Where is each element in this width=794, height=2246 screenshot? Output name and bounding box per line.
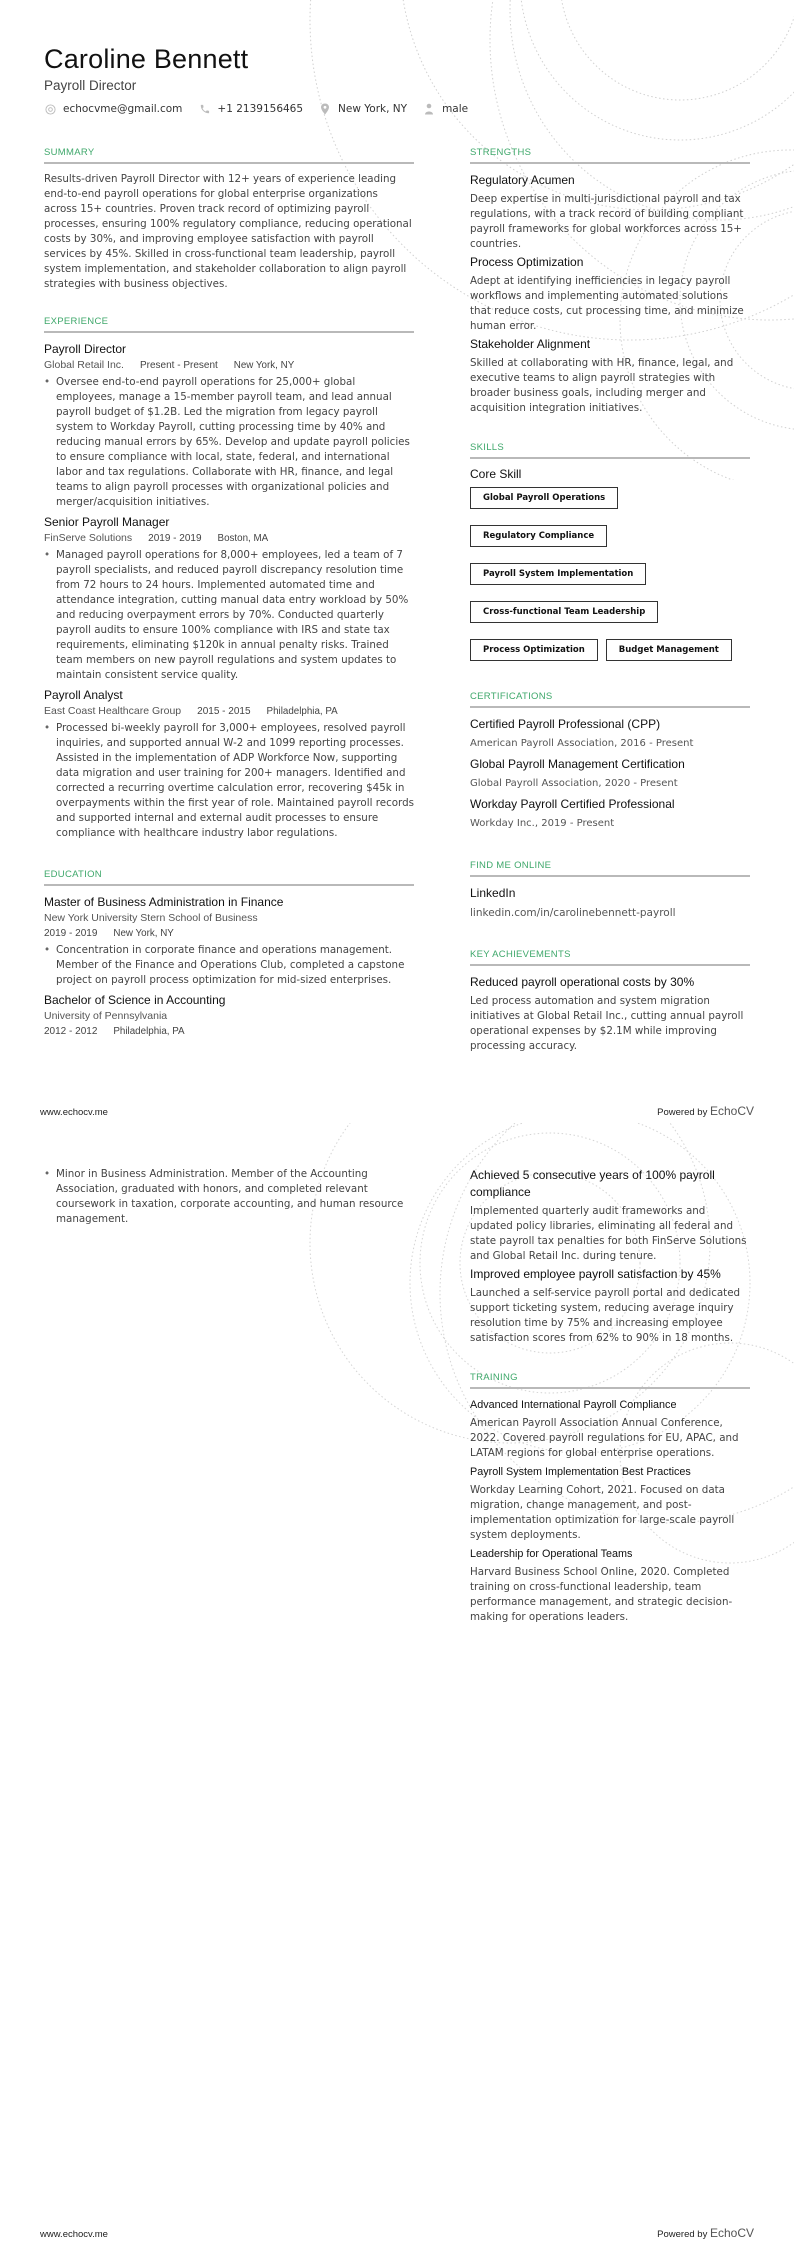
achievements-section [470, 949, 750, 1054]
powered-by[interactable] [657, 1104, 754, 1118]
training-section [470, 1372, 750, 1625]
brand-name: EchoCV [709, 1104, 754, 1118]
experience-item [44, 341, 414, 510]
education-location: New York, NY [113, 928, 174, 939]
powered-by[interactable] [657, 2226, 754, 2240]
job-bullet: • Processed bi-weekly payroll for 3,000+ employees, resolved payroll inquiries, and supported annual W-2 and 1099 reporting processes. Assisted in the implementation of ADP Workforce Now, supporting data migration and user training for 200+ managers. Identified and corrected a recurring overtime calculation error, recovering $45k in overpayments within the first year of role. Maintained payroll records and supported internal and external audit processes to ensure compliance with healthcare industry labor regulations. [44, 721, 414, 841]
contact-phone-text: +1 2139156465 [217, 103, 304, 115]
brand-name: EchoCV [709, 2226, 754, 2240]
right-column-continued [470, 1165, 750, 1649]
contact-location [319, 103, 407, 115]
experience-heading: EXPERIENCE [44, 316, 414, 333]
strength-text: Deep expertise in multi-jurisdictional payroll and tax regulations, with a track record of building compliant payroll frameworks for global workforces across 15+ countries. [470, 193, 744, 250]
skill-tags [470, 487, 750, 661]
education-item [44, 992, 414, 1039]
education-bullet: • Concentration in corporate finance and operations management. Member of the Finance and Operations Club, completed a capstone project on payroll process optimization for mid-sized enterprises. [44, 943, 414, 988]
training-title: Payroll System Implementation Best Practices [470, 1466, 691, 1478]
online-label: LinkedIn [470, 886, 516, 900]
experience-section [44, 316, 414, 841]
website-link[interactable]: www.echocv.me [40, 2229, 108, 2240]
skill-tag: Payroll System Implementation [470, 563, 646, 585]
job-dates: Present - Present [139, 360, 218, 371]
online-section [470, 860, 750, 921]
page-footer [40, 2226, 754, 2240]
education-dates: 2019 - 2019 [44, 928, 98, 939]
online-heading: FIND ME ONLINE [470, 860, 750, 877]
achievement-title: Reduced payroll operational costs by 30% [470, 975, 695, 989]
job-location: New York, NY [233, 360, 295, 371]
education-location: Philadelphia, PA [113, 1026, 185, 1037]
powered-by-label: Powered by [657, 1107, 708, 1118]
skill-group-title: Core Skill [470, 467, 522, 481]
education-section [44, 869, 414, 1039]
strength-title: Process Optimization [470, 255, 584, 269]
job-title: Payroll Director [44, 342, 127, 356]
skill-tag: Process Optimization [470, 639, 598, 661]
location-pin-icon [319, 103, 331, 115]
job-company: East Coast Healthcare Group [44, 705, 182, 717]
education-bullets [44, 943, 414, 988]
achievements-section-continued [470, 1167, 750, 1346]
skills-section [470, 442, 750, 661]
cert-title: Certified Payroll Professional (CPP) [470, 717, 661, 731]
education-bullet: • Minor in Business Administration. Member of the Accounting Association, graduated with honors, and completed relevant coursework in taxation, corporate accounting, and human resource management. [44, 1167, 414, 1227]
contact-email-text: echocvme@gmail.com [63, 103, 183, 115]
skill-tag: Global Payroll Operations [470, 487, 618, 509]
cert-issuer: American Payroll Association, 2016 - Present [470, 738, 694, 749]
training-text: Harvard Business School Online, 2020. Completed training on cross-functional leadership, team performance management, and strategic decision-making for operations leaders. [470, 1566, 733, 1623]
contact-gender-text: male [442, 103, 469, 115]
achievements-heading: KEY ACHIEVEMENTS [470, 949, 750, 966]
contact-list [44, 103, 484, 115]
strength-title: Stakeholder Alignment [470, 337, 591, 351]
education-meta [44, 1024, 414, 1039]
contact-gender [423, 103, 468, 115]
contact-location-text: New York, NY [338, 103, 408, 115]
job-meta [44, 531, 414, 546]
training-text: American Payroll Association Annual Conference, 2022. Covered payroll regulations for EU, APAC, and LATAM regions for global enterprise operations. [470, 1417, 739, 1459]
experience-item [44, 514, 414, 683]
strength-text: Skilled at collaborating with HR, finance, legal, and executive teams to align payroll strategies with broader business goals, including merger and acquisition integration initiatives. [470, 357, 734, 414]
job-bullets [44, 375, 414, 510]
resume-page-2 [0, 1123, 794, 2246]
certifications-section [470, 691, 750, 832]
contact-email[interactable] [44, 103, 182, 115]
job-company: FinServe Solutions [44, 532, 133, 544]
job-title: Payroll Analyst [44, 688, 123, 702]
strength-title: Regulatory Acumen [470, 173, 575, 187]
job-title: Senior Payroll Manager [44, 515, 170, 529]
school-name-text: New York University Stern School of Business [44, 912, 258, 924]
achievement-text: Launched a self-service payroll portal and dedicated support ticketing system, reducing average inquiry resolution time by 75% and increasing employee satisfaction scores from 62% to 90% in 18 months. [470, 1287, 741, 1344]
achievement-text: Implemented quarterly audit frameworks and updated policy libraries, eliminating all federal and state payroll tax penalties for both FinServe Solutions and Global Retail Inc. during tenure. [470, 1205, 747, 1262]
strengths-heading: STRENGTHS [470, 147, 750, 164]
education-bullets [44, 1167, 414, 1227]
education-heading: EDUCATION [44, 869, 414, 886]
skill-tag: Budget Management [606, 639, 732, 661]
summary-text: Results-driven Payroll Director with 12+ years of experience leading end-to-end payroll operations for global enterprise organizations across 15+ countries. Proven track record of optimizing payroll processes, ensuring 100% regulatory compliance, reducing operational costs by 30%, and improving employee satisfaction with payroll services by 45%. Skilled in cross-functional team leadership, payroll system implementation, and stakeholder collaboration to align payroll strategies with business objectives. [44, 173, 412, 290]
job-bullet: • Oversee end-to-end payroll operations for 25,000+ global employees, manage a 15-member payroll team, and lead annual payroll budget of $1.2B. Led the migration from legacy payroll system to Workday Payroll, cutting processing time by 40% and reducing manual errors by 65%. Develop and update payroll policies to ensure compliance with local, state, federal, and international labor and tax regulations. Collaborate with HR, finance, and legal teams to align payroll processes with organizational policies and merger/acquisition initiatives. [44, 375, 414, 510]
certifications-heading: CERTIFICATIONS [470, 691, 750, 708]
job-location: Philadelphia, PA [266, 706, 338, 717]
achievement-text: Led process automation and system migration initiatives at Global Retail Inc., cutting annual payroll operational expenses by $2.1M while improving processing accuracy. [470, 995, 744, 1052]
cert-title: Global Payroll Management Certification [470, 757, 685, 771]
candidate-title: Payroll Director [44, 78, 137, 93]
training-text: Workday Learning Cohort, 2021. Focused on data migration, change management, and post-implementation optimization for large-scale payroll system deployments. [470, 1484, 735, 1541]
skill-tag: Cross-functional Team Leadership [470, 601, 658, 623]
summary-section [44, 147, 414, 292]
job-bullets [44, 721, 414, 841]
degree-title: Bachelor of Science in Accounting [44, 993, 226, 1007]
left-column-continued [44, 1165, 414, 1227]
cert-issuer: Global Payroll Association, 2020 - Present [470, 778, 678, 789]
cert-issuer: Workday Inc., 2019 - Present [470, 818, 615, 829]
achievement-title: Improved employee payroll satisfaction by 45% [470, 1267, 721, 1281]
strengths-section [470, 147, 750, 416]
skill-tag: Regulatory Compliance [470, 525, 607, 547]
phone-icon [198, 103, 210, 115]
job-bullet: • Managed payroll operations for 8,000+ employees, led a team of 7 payroll specialists, and reduced payroll discrepancy resolution time from 72 hours to 24 hours. Implemented automated time and attendance integration, cutting manual data entry workload by 50% and reducing overpayment errors by 70%. Conducted quarterly payroll audits to ensure 100% compliance with IRS and state tax requirements, eliminating $120k in annual penalty risks. Trained team members on new payroll regulations and system updates to maintain consistent service quality. [44, 548, 414, 683]
job-dates: 2019 - 2019 [148, 533, 202, 544]
at-icon [44, 103, 56, 115]
job-location: Boston, MA [217, 533, 269, 544]
contact-phone[interactable] [198, 103, 303, 115]
page-footer [40, 1104, 754, 1118]
job-meta [44, 704, 414, 719]
school-name [44, 1009, 414, 1024]
education-meta [44, 926, 414, 941]
training-title: Advanced International Payroll Compliance [470, 1399, 677, 1411]
person-icon [423, 103, 435, 115]
achievement-title: Achieved 5 consecutive years of 100% payroll compliance [470, 1168, 715, 1199]
degree-title: Master of Business Administration in Finance [44, 895, 284, 909]
website-link[interactable]: www.echocv.me [40, 1107, 108, 1118]
training-heading: TRAINING [470, 1372, 750, 1389]
linkedin-link[interactable]: linkedin.com/in/carolinebennett-payroll [470, 907, 676, 919]
candidate-name: Caroline Bennett [44, 44, 249, 74]
job-dates: 2015 - 2015 [197, 706, 251, 717]
experience-item [44, 687, 414, 841]
training-title: Leadership for Operational Teams [470, 1548, 633, 1560]
cert-title: Workday Payroll Certified Professional [470, 797, 675, 811]
education-item [44, 894, 414, 988]
strength-text: Adept at identifying inefficiencies in legacy payroll workflows and implementing automated solutions that reduce costs, cut processing time, and minimize human error. [470, 275, 744, 332]
left-column [44, 147, 414, 1063]
job-company: Global Retail Inc. [44, 359, 124, 371]
right-column [470, 147, 750, 1078]
job-meta [44, 358, 414, 373]
summary-heading: SUMMARY [44, 147, 414, 164]
education-dates: 2012 - 2012 [44, 1026, 98, 1037]
school-name-text: University of Pennsylvania [44, 1010, 168, 1022]
powered-by-label: Powered by [657, 2229, 708, 2240]
job-bullets [44, 548, 414, 683]
school-name [44, 911, 414, 926]
skills-heading: SKILLS [470, 442, 750, 459]
